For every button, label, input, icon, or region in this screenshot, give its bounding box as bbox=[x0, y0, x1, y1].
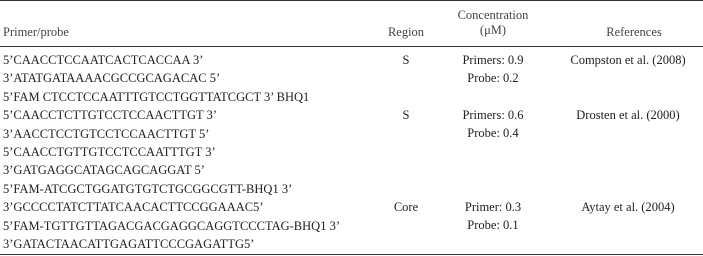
table-bottom-rule bbox=[0, 254, 703, 255]
header-concentration-unit: (μM) bbox=[479, 23, 507, 37]
reference-cell: Aytay et al. (2004) bbox=[581, 200, 675, 214]
concentration-probe: Probe: 0.2 bbox=[467, 71, 519, 86]
sequence-row: 3’GCCCCTATCTTATCAACACTTCCGGAAAC5’ bbox=[3, 200, 264, 215]
sequence-row: 3’GATACTAACATTGAGATTCCCGAGATTG5’ bbox=[3, 236, 255, 251]
region-cell: S bbox=[402, 53, 410, 67]
reference-cell: Compston et al. (2008) bbox=[570, 53, 686, 67]
header-primer-probe: Primer/probe bbox=[3, 25, 69, 39]
reference-cell: Drosten et al. (2000) bbox=[576, 108, 680, 122]
header-rule bbox=[0, 46, 703, 47]
header-concentration bbox=[443, 8, 543, 38]
concentration-primers: Primers: 0.6 bbox=[462, 108, 524, 122]
concentration-cell bbox=[443, 106, 543, 143]
concentration-probe: Probe: 0.4 bbox=[467, 126, 519, 141]
header-concentration-line1: Concentration bbox=[457, 8, 529, 22]
concentration-cell bbox=[443, 198, 543, 235]
concentration-primers: Primers: 0.9 bbox=[462, 53, 524, 67]
sequence-row: 5’CAACCTGTTGTCCTCCAATTTGT 3’ bbox=[3, 144, 216, 159]
sequence-row: 3’AACCTCCTGTCCTCCAACTTGT 5’ bbox=[3, 126, 210, 141]
header-region: Region bbox=[387, 25, 425, 39]
sequence-row: 5’CAACCTCTTGTCCTCCAACTTGT 3’ bbox=[3, 108, 218, 123]
sequence-row: 5’CAACCTCCAATCACTCACCAA 3’ bbox=[3, 53, 204, 67]
region-cell: S bbox=[402, 108, 410, 122]
sequence-row: 5’FAM CTCCTCCAATTTGTCCTGGTTATCGCT 3’ BHQ1 bbox=[3, 89, 310, 104]
sequence-row: 3’GATGAGGCATAGCAGCAGGAT 5’ bbox=[3, 163, 205, 178]
concentration-cell bbox=[443, 51, 543, 88]
table-top-rule bbox=[0, 0, 703, 1]
concentration-primers: Primer: 0.3 bbox=[464, 200, 522, 214]
header-references: References bbox=[606, 25, 662, 39]
sequence-row: 5’FAM-TGTTGTTAGACGACGAGGCAGGTCCCTAG-BHQ1 3’ bbox=[3, 218, 340, 233]
sequence-column bbox=[3, 51, 340, 253]
region-cell: Core bbox=[393, 200, 419, 214]
sequence-row: 3’ATATGATAAAACGCCGCAGACAC 5’ bbox=[3, 71, 221, 86]
sequence-row: 5’FAM-ATCGCTGGATGTGTCTGCGGCGTT-BHQ1 3’ bbox=[3, 181, 293, 196]
concentration-probe: Probe: 0.1 bbox=[467, 218, 519, 233]
